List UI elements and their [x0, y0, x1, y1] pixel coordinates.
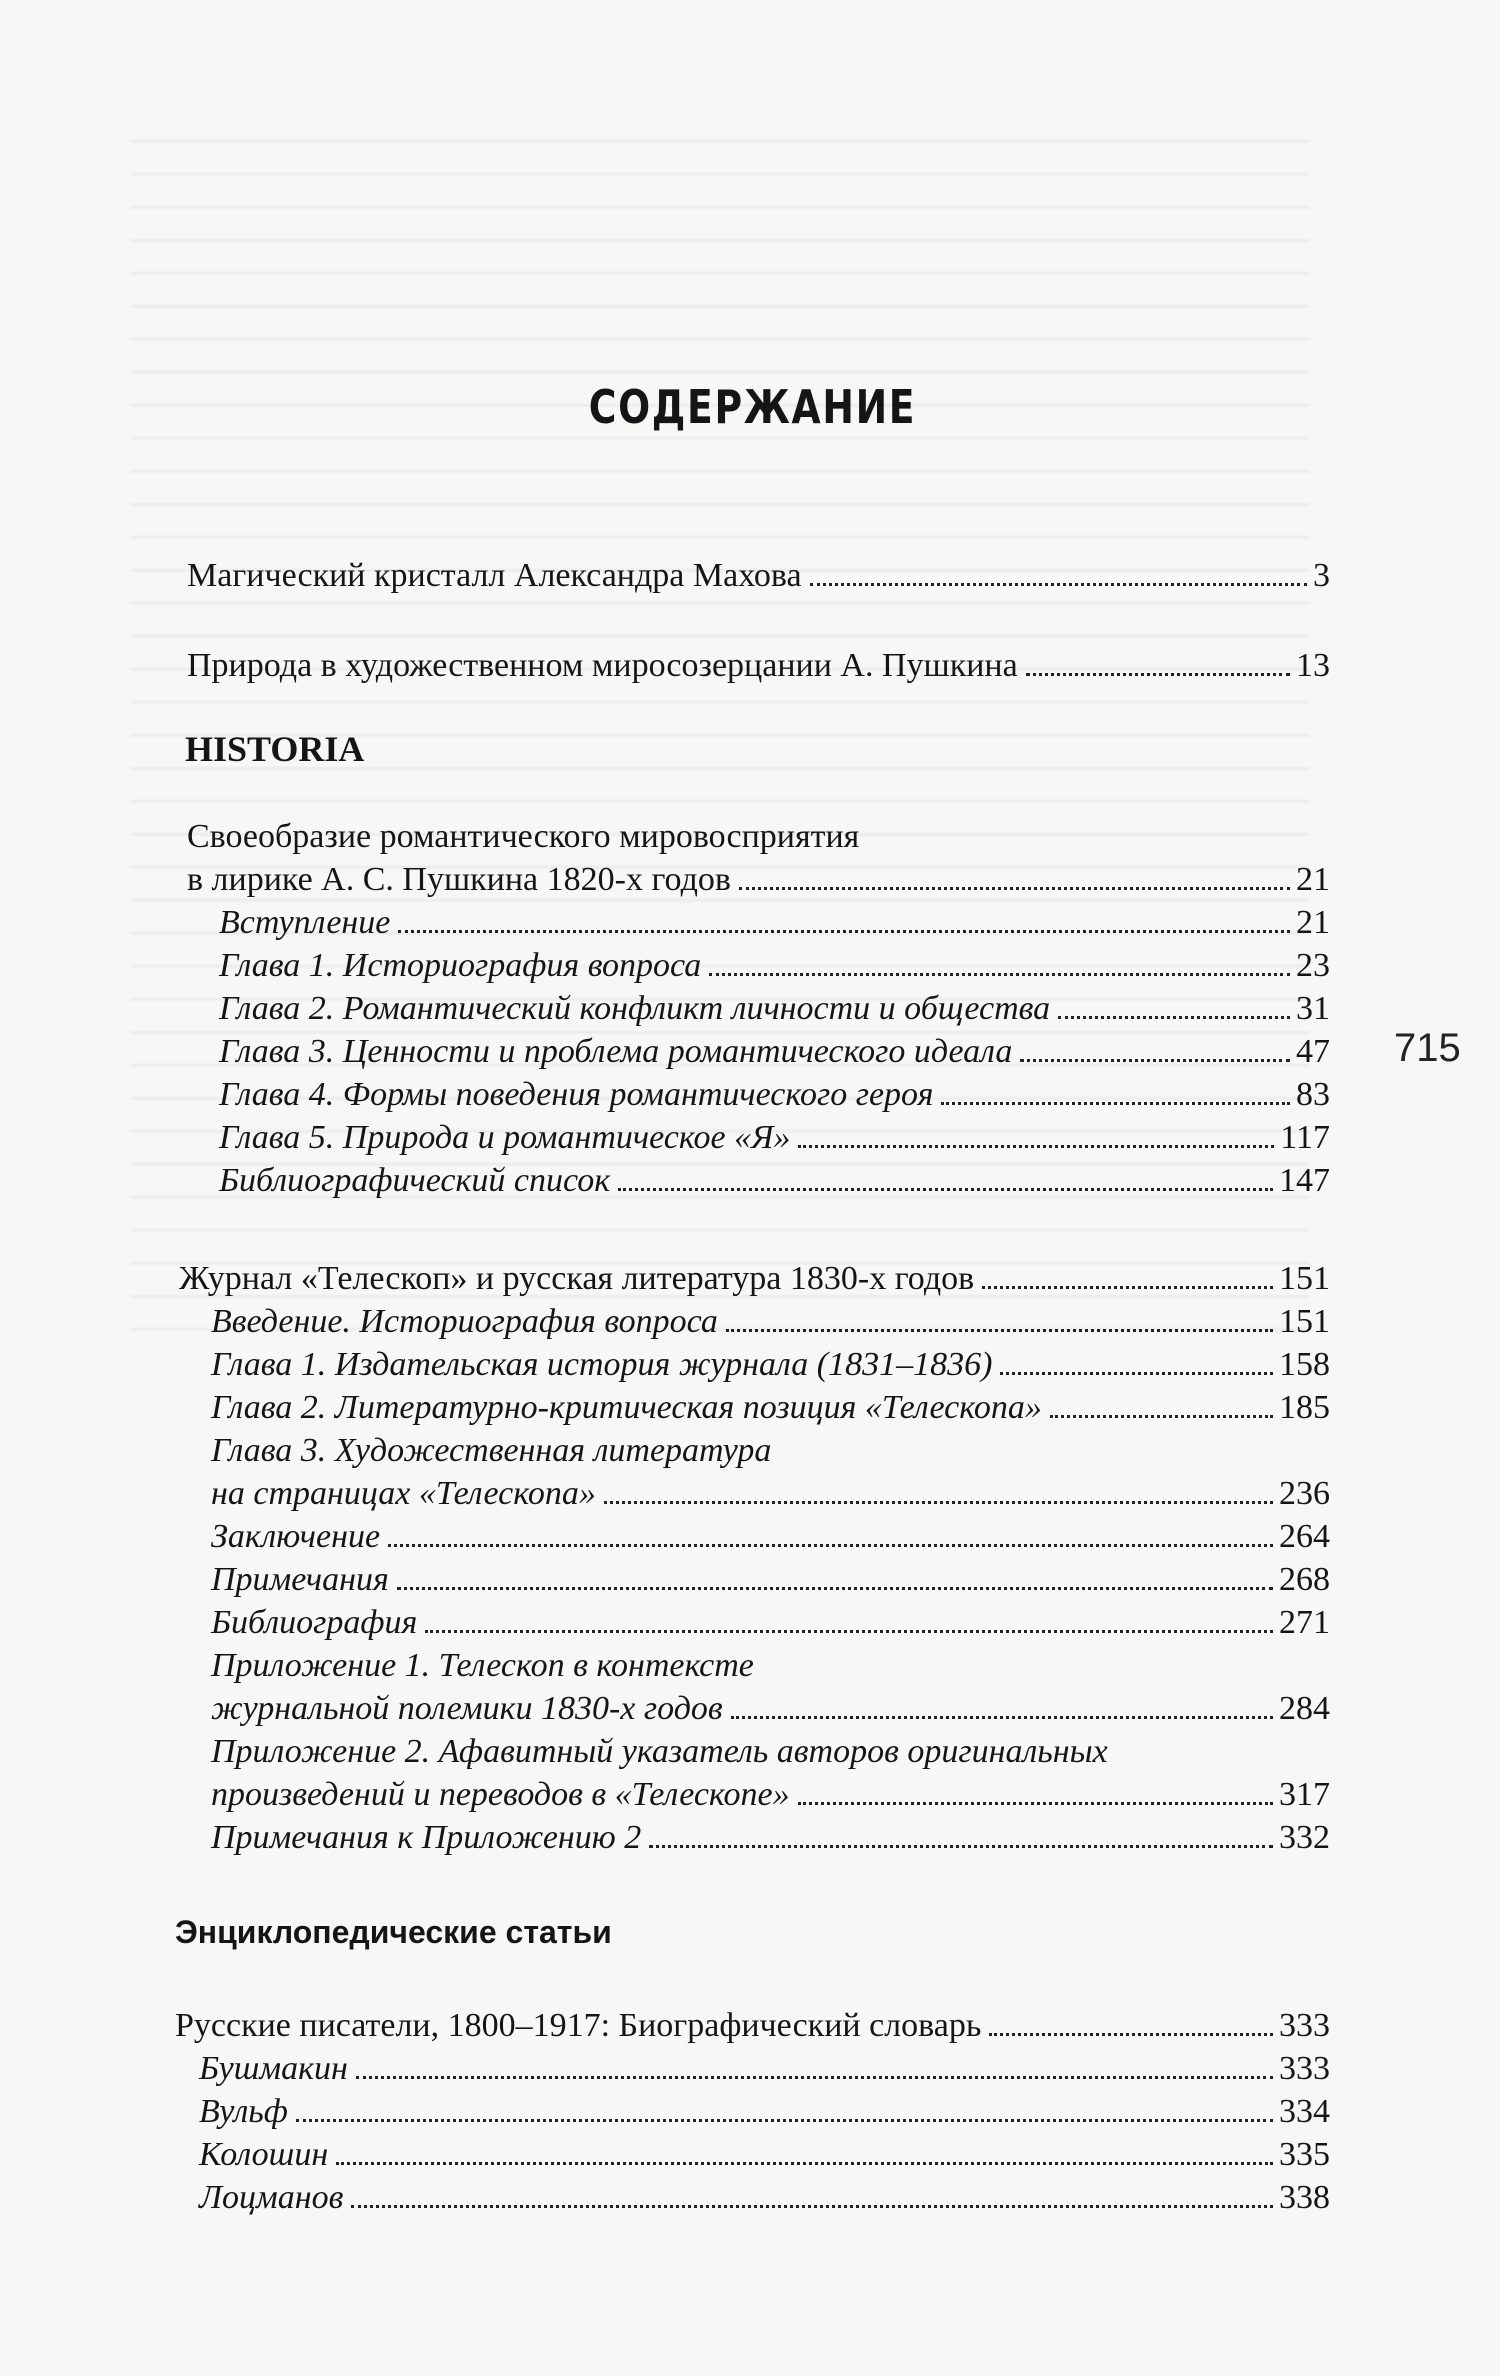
toc-entry-page: 333	[1279, 2050, 1330, 2087]
leader-dots	[604, 1501, 1273, 1504]
toc-entry-title: Журнал «Телескоп» и русская литература 1830-х годов	[179, 1260, 975, 1297]
leader-dots	[397, 1587, 1273, 1590]
toc-entry-work-2[interactable]	[179, 1258, 1330, 1300]
leader-dots	[356, 2076, 1273, 2079]
toc-entry-page: 3	[1313, 557, 1330, 594]
toc-subentry[interactable]	[219, 1031, 1330, 1073]
leader-dots	[398, 930, 1290, 933]
toc-entry-title: Магический кристалл Александра Махова	[187, 557, 802, 594]
toc-entry-page: 338	[1279, 2179, 1330, 2216]
contents-page	[175, 0, 1330, 2376]
toc-entry-page: 23	[1296, 947, 1330, 984]
toc-subentry[interactable]	[211, 1774, 1330, 1816]
leader-dots	[1026, 673, 1290, 676]
toc-entry-work-1[interactable]	[187, 859, 1330, 901]
toc-entry-page: 334	[1279, 2093, 1330, 2130]
toc-subentry[interactable]	[219, 902, 1330, 944]
toc-entry-title: Глава 2. Литературно-критическая позиция «Телескопа»	[211, 1389, 1042, 1426]
toc-entry-title: Введение. Историография вопроса	[211, 1303, 718, 1340]
toc-entry-page: 13	[1296, 647, 1330, 684]
leader-dots	[1050, 1415, 1273, 1418]
leader-dots	[296, 2119, 1273, 2122]
toc-entry-intro-1[interactable]	[187, 555, 1330, 597]
leader-dots	[1020, 1059, 1290, 1062]
leader-dots	[618, 1188, 1273, 1191]
toc-entry-title: Вступление	[219, 904, 391, 941]
leader-dots	[709, 973, 1290, 976]
toc-entry-intro-2[interactable]	[187, 645, 1330, 687]
toc-entry-title: Природа в художественном миросозерцании А. Пушкина	[187, 647, 1018, 684]
page-number: 715	[1394, 1026, 1461, 1070]
toc-entry-page: 271	[1279, 1604, 1330, 1641]
toc-entry-page: 333	[1279, 2007, 1330, 2044]
toc-entry-page: 151	[1279, 1260, 1330, 1297]
toc-entry-title: Библиография	[211, 1604, 418, 1641]
toc-subentry[interactable]	[219, 945, 1330, 987]
toc-entry-title: произведений и переводов в «Телескопе»	[211, 1776, 790, 1813]
leader-dots	[739, 887, 1290, 890]
leader-dots	[798, 1802, 1273, 1805]
toc-entry-title: журнальной полемики 1830-х годов	[211, 1690, 723, 1727]
leader-dots	[425, 1630, 1273, 1633]
leader-dots	[649, 1845, 1273, 1848]
toc-entry-page: 83	[1296, 1076, 1330, 1113]
toc-subentry-line: Приложение 1. Телескоп в контексте	[211, 1647, 754, 1684]
toc-entry-page: 332	[1279, 1819, 1330, 1856]
leader-dots	[941, 1102, 1290, 1105]
leader-dots	[982, 1286, 1273, 1289]
toc-entry-title: Русские писатели, 1800–1917: Биографический словарь	[175, 2007, 982, 2044]
leader-dots	[810, 583, 1307, 586]
toc-subentry-line: Глава 3. Художественная литература	[211, 1432, 772, 1469]
toc-entry-page: 147	[1279, 1162, 1330, 1199]
toc-subentry[interactable]	[211, 1602, 1330, 1644]
toc-entry-title: Глава 2. Романтический конфликт личности и общества	[219, 990, 1051, 1027]
toc-entry-page: 185	[1279, 1389, 1330, 1426]
toc-entry-title: Глава 4. Формы поведения романтического героя	[219, 1076, 934, 1113]
toc-entry-page: 268	[1279, 1561, 1330, 1598]
toc-subentry[interactable]	[211, 1516, 1330, 1558]
toc-subentry[interactable]	[199, 2134, 1330, 2176]
toc-entry-title: Колошин	[199, 2136, 329, 2173]
leader-dots	[731, 1716, 1273, 1719]
leader-dots	[989, 2033, 1273, 2036]
toc-subentry[interactable]	[199, 2048, 1330, 2090]
toc-subentry[interactable]	[211, 1344, 1330, 1386]
toc-subentry[interactable]	[211, 1301, 1330, 1343]
toc-entry-title: Глава 5. Природа и романтическое «Я»	[219, 1119, 791, 1156]
toc-subentry[interactable]	[219, 1074, 1330, 1116]
page-title: СОДЕРЖАНИЕ	[588, 380, 917, 434]
toc-entry-page: 151	[1279, 1303, 1330, 1340]
toc-entry-title: Лоцманов	[199, 2179, 344, 2216]
toc-entry-page: 264	[1279, 1518, 1330, 1555]
toc-entry-page: 21	[1296, 861, 1330, 898]
toc-subentry[interactable]	[211, 1473, 1330, 1515]
toc-subentry-line: Приложение 2. Афавитный указатель авторов оригинальных	[211, 1733, 1108, 1770]
toc-entry-page: 21	[1296, 904, 1330, 941]
toc-entry-page: 335	[1279, 2136, 1330, 2173]
toc-entry-page: 317	[1279, 1776, 1330, 1813]
work-title-line: Своеобразие романтического мировосприятия	[187, 818, 860, 855]
toc-entry-title: в лирике А. С. Пушкина 1820-х годов	[187, 861, 731, 898]
toc-subentry[interactable]	[219, 1117, 1330, 1159]
toc-entry-title: Библиографический список	[219, 1162, 611, 1199]
toc-entry-page: 31	[1296, 990, 1330, 1027]
toc-entry-title: Глава 3. Ценности и проблема романтического идеала	[219, 1033, 1013, 1070]
toc-entry-title: на страницах «Телескопа»	[211, 1475, 596, 1512]
leader-dots	[351, 2205, 1273, 2208]
toc-entry-title: Примечания к Приложению 2	[211, 1819, 642, 1856]
toc-entry-title: Заключение	[211, 1518, 381, 1555]
toc-subentry[interactable]	[211, 1688, 1330, 1730]
leader-dots	[726, 1329, 1273, 1332]
leader-dots	[336, 2162, 1273, 2165]
toc-subentry[interactable]	[199, 2091, 1330, 2133]
toc-subentry[interactable]	[199, 2177, 1330, 2219]
toc-subentry[interactable]	[219, 988, 1330, 1030]
toc-entry-page: 117	[1280, 1119, 1330, 1156]
toc-entry-page: 47	[1296, 1033, 1330, 1070]
toc-subentry[interactable]	[211, 1387, 1330, 1429]
toc-entry-title: Примечания	[211, 1561, 389, 1598]
toc-entry-title: Глава 1. Издательская история журнала (1831–1836)	[211, 1346, 993, 1383]
leader-dots	[388, 1544, 1273, 1547]
section-heading-historia: HISTORIA	[185, 729, 365, 769]
toc-entry-title: Вульф	[199, 2093, 288, 2130]
toc-entry-title: Глава 1. Историография вопроса	[219, 947, 702, 984]
toc-entry-title: Бушмакин	[199, 2050, 348, 2087]
toc-entry-page: 158	[1279, 1346, 1330, 1383]
leader-dots	[1058, 1016, 1290, 1019]
section-heading-encyclopedia: Энциклопедические статьи	[175, 1914, 612, 1950]
toc-entry-page: 284	[1279, 1690, 1330, 1727]
toc-subentry[interactable]	[211, 1817, 1330, 1859]
leader-dots	[798, 1145, 1274, 1148]
toc-entry-encyclopedia[interactable]	[175, 2005, 1330, 2047]
toc-subentry[interactable]	[211, 1559, 1330, 1601]
toc-subentry[interactable]	[219, 1160, 1330, 1202]
leader-dots	[1000, 1372, 1273, 1375]
toc-entry-page: 236	[1279, 1475, 1330, 1512]
